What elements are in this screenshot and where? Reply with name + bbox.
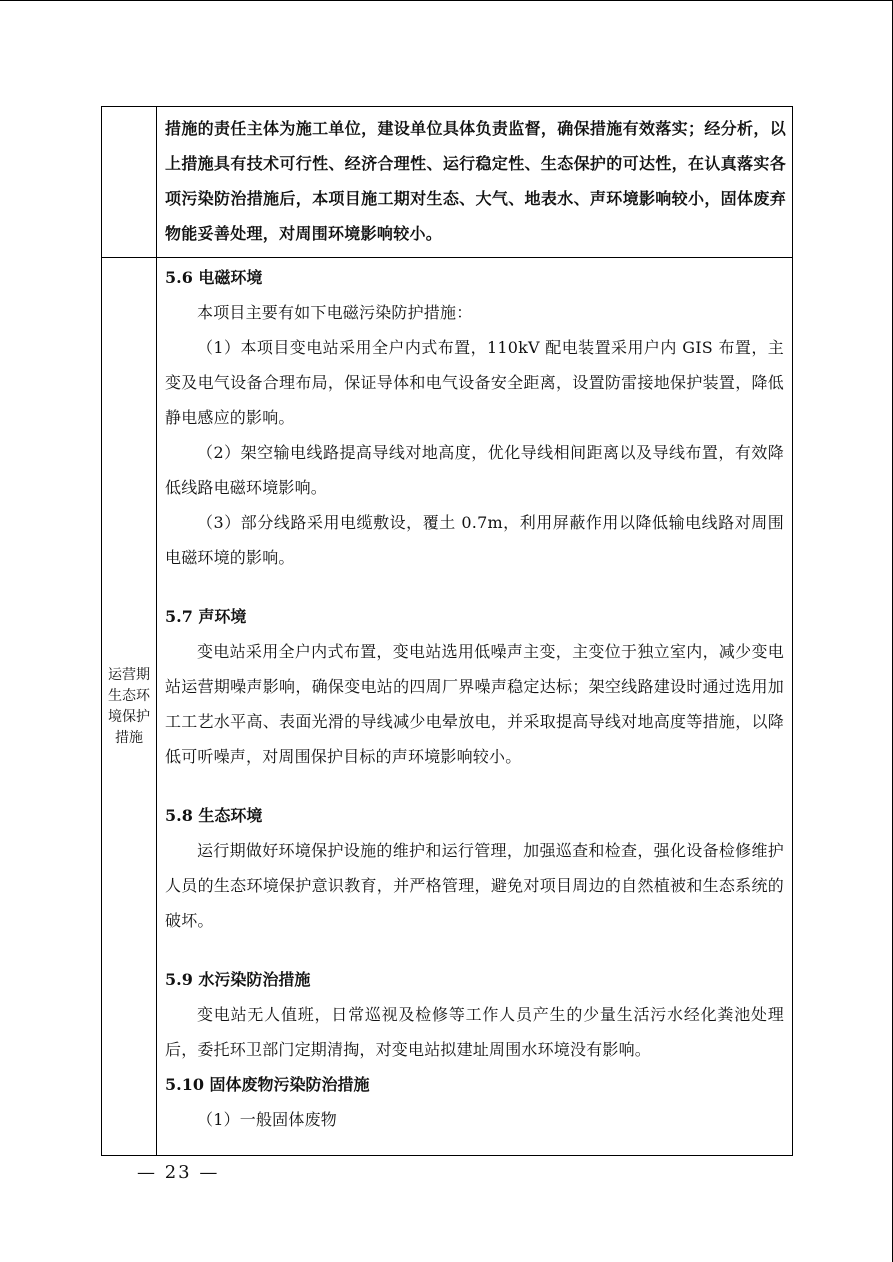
row-body-operation (157, 258, 793, 1156)
paragraph: 本项目主要有如下电磁污染防护措施： (197, 303, 473, 322)
section-heading-5-6: 5.6 电磁环境 (165, 268, 263, 287)
paragraph: 变电站无人值班，日常巡视及检修等工作人员产生的少量生活污水经化粪池处理后，委托环卫部门定期清掏，对变电站拟建址周围水环境没有影响。 (165, 1005, 784, 1059)
paragraph: （1）本项目变电站采用全户内式布置，110kV 配电装置采用户内 GIS 布置，主变及电气设备合理布局，保证导体和电气设备安全距离，设置防雷接地保护装置，降低静电感应的影响。 (165, 338, 784, 427)
paragraph: （2）架空输电线路提高导线对地高度，优化导线相间距离以及导线布置，有效降低线路电磁环境影响。 (165, 443, 784, 497)
operation-label-text: 运营期生态环境保护措施 (108, 666, 150, 746)
paragraph: （3）部分线路采用电缆敷设，覆土 0.7m，利用屏蔽作用以降低输电线路对周围电磁环境的影响。 (165, 513, 784, 567)
measures-table (101, 106, 793, 1156)
row-body-construction (157, 107, 793, 258)
paragraph: （1）一般固体废物 (197, 1110, 337, 1129)
section-heading-5-7: 5.7 声环境 (165, 607, 247, 626)
section-heading-5-8: 5.8 生态环境 (165, 806, 263, 825)
table-row-construction (102, 107, 793, 258)
construction-summary-text: 措施的责任主体为施工单位，建设单位具体负责监督，确保措施有效落实；经分析，以上措施具有技术可行性、经济合理性、运行稳定性、生态保护的可达性，在认真落实各项污染防治措施后，本项目施工期对生态、大气、地表水、声环境影响较小，固体废弃物能妥善处理，对周围环境影响较小。 (165, 119, 786, 243)
paragraph: 运行期做好环境保护设施的维护和运行管理，加强巡查和检查，强化设备检修维护人员的生态环境保护意识教育，并严格管理，避免对项目周边的自然植被和生态系统的破坏。 (165, 841, 784, 930)
section-heading-5-10: 5.10 固体废物污染防治措施 (165, 1075, 370, 1094)
row-label-operation (102, 258, 157, 1156)
paragraph: 变电站采用全户内式布置，变电站选用低噪声主变，主变位于独立室内，减少变电站运营期噪声影响，确保变电站的四周厂界噪声稳定达标；架空线路建设时通过选用加工工艺水平高、表面光滑的导线减少电晕放电，并采取提高导线对地高度等措施，以降低可听噪声，对周围保护目标的声环境影响较小。 (165, 642, 784, 766)
section-heading-5-9: 5.9 水污染防治措施 (165, 970, 311, 989)
page-number: — 23 — (137, 1162, 220, 1183)
page-top-border (0, 0, 892, 1)
row-label-construction (102, 107, 157, 258)
table-row-operation (102, 258, 793, 1156)
